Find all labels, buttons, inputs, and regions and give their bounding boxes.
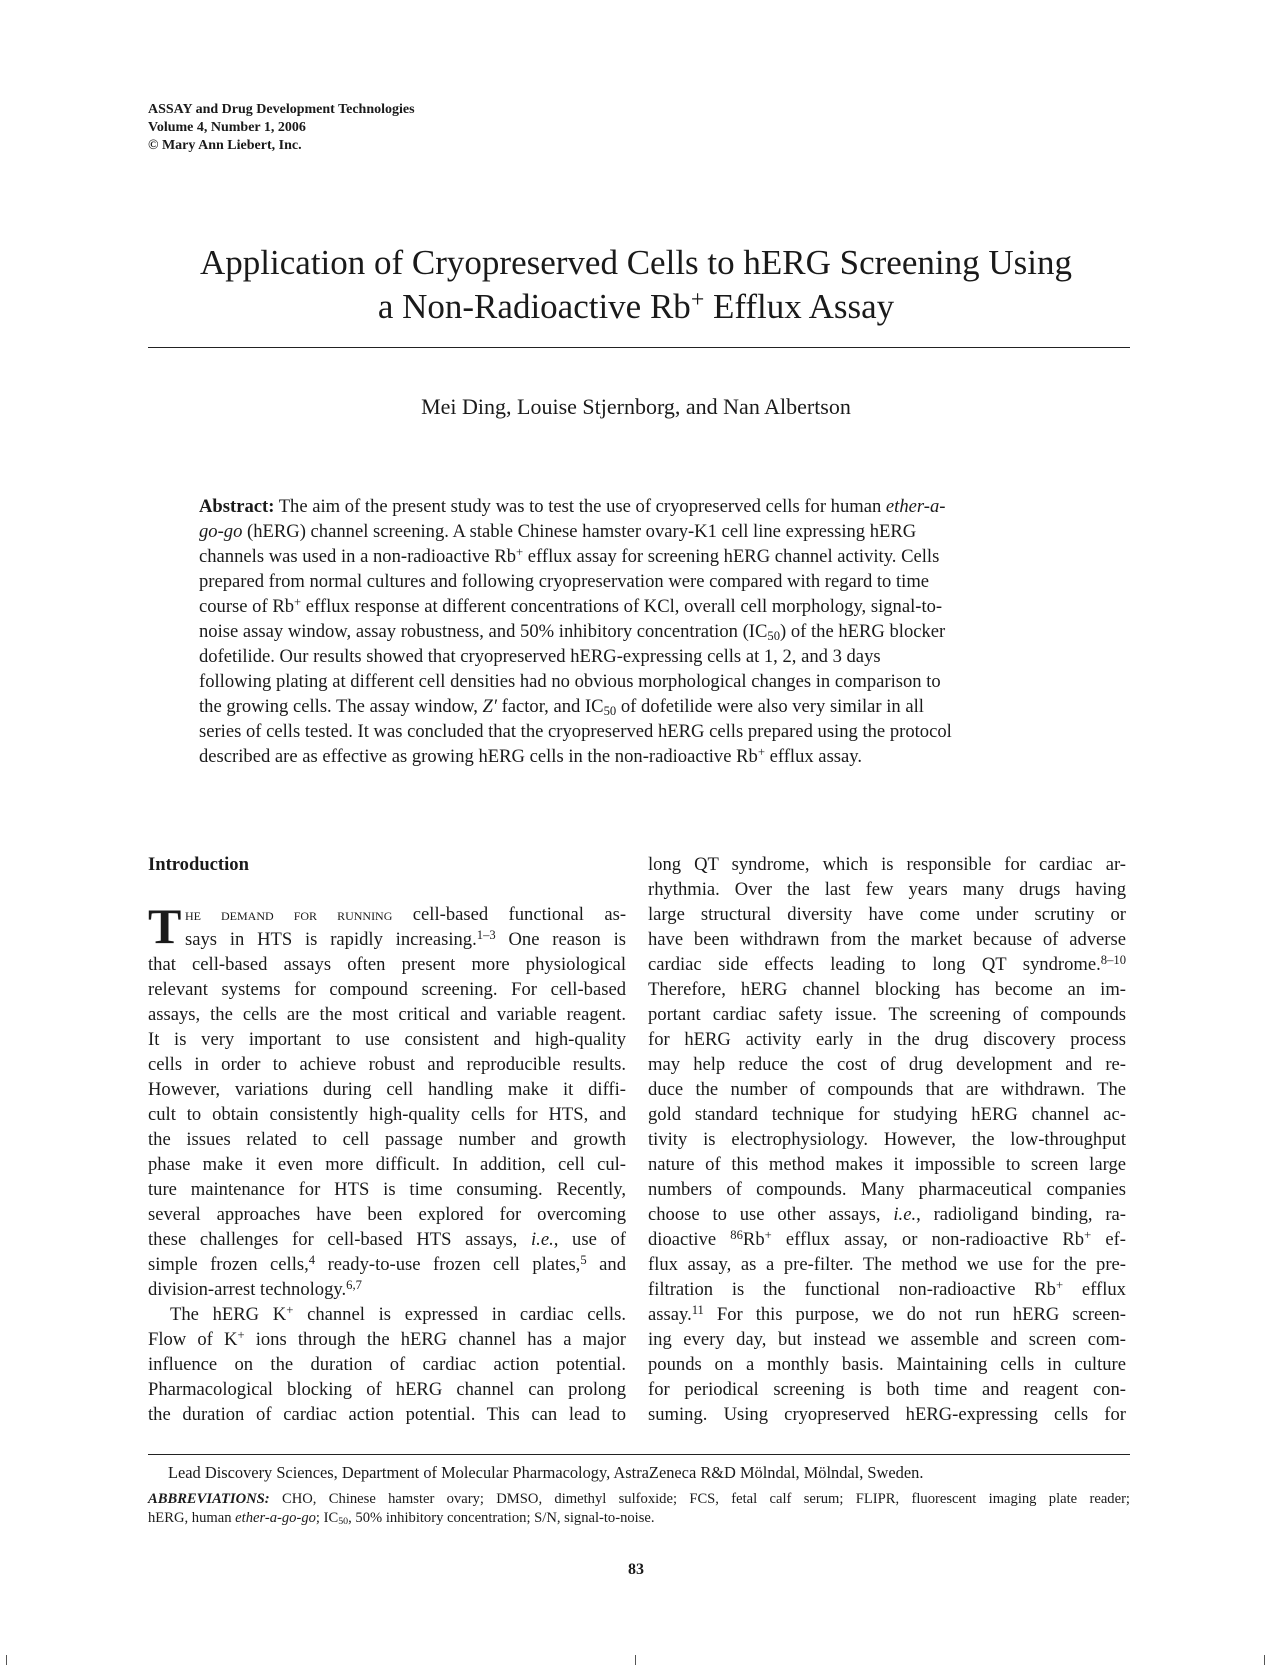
body-text: choose to use other assays, [648, 1204, 894, 1225]
subscript: 50 [767, 629, 781, 644]
abstract-line [199, 594, 1078, 619]
abbreviations-text: CHO, Chinese hamster ovary; DMSO, dimethyl sulfoxide; FCS, fetal calf serum; FLIPR, fluorescent imaging plate reader; [269, 1491, 1130, 1507]
abstract [199, 494, 1078, 769]
subscript: 50 [338, 1516, 349, 1528]
body-line: cells in order to achieve robust and reproducible results. [148, 1054, 626, 1075]
abstract-text: channels was used in a non-radioactive Rb [199, 546, 517, 567]
citation-superscript: 4 [308, 1253, 316, 1268]
body-line: It is very important to use consistent and high-quality [148, 1029, 626, 1050]
abstract-line [199, 519, 1078, 544]
body-text: dioactive [648, 1229, 731, 1250]
body-text: , radioligand binding, ra- [916, 1204, 1126, 1225]
body-line: that cell-based assays often present more physiological [148, 954, 626, 975]
body-text: Flow of K [148, 1329, 238, 1350]
abbreviations-italic: ether-a-go-go [235, 1510, 316, 1526]
abbreviations-note [148, 1490, 1130, 1528]
body-text: , use of [553, 1229, 626, 1250]
body-line: the duration of cardiac action potential. This can lead to [148, 1404, 626, 1425]
journal-copyright: © Mary Ann Liebert, Inc. [148, 138, 302, 153]
journal-header [148, 101, 748, 155]
body-line: tivity is electrophysiology. However, the low-throughput [648, 1129, 1126, 1150]
body-line: numbers of compounds. Many pharmaceutical companies [648, 1179, 1126, 1200]
body-text: efflux assay, or non-radioactive Rb [771, 1229, 1085, 1250]
abstract-line [199, 694, 1078, 719]
body-line: duce the number of compounds that are withdrawn. The [648, 1079, 1126, 1100]
body-line: the issues related to cell passage number and growth [148, 1129, 626, 1150]
superscript: + [286, 1303, 294, 1318]
body-column-left [148, 852, 626, 1427]
title-line-1: Application of Cryopreserved Cells to hERG Screening Using [200, 243, 1072, 282]
body-text: assay. [648, 1304, 692, 1325]
body-text: division-arrest technology. [148, 1279, 347, 1300]
superscript: + [764, 1228, 772, 1243]
body-line [648, 1227, 1126, 1252]
body-text: ready-to-use frozen cell plates, [315, 1254, 581, 1275]
body-line [148, 1327, 626, 1352]
body-line: flux assay, as a pre-filter. The method we use for the pre- [648, 1254, 1126, 1275]
body-line: assays, the cells are the most critical and variable reagent. [148, 1004, 626, 1025]
body-line [648, 1302, 1126, 1327]
body-line: several approaches have been explored for overcoming [148, 1204, 626, 1225]
abstract-text: efflux assay for screening hERG channel activity. Cells [523, 546, 940, 567]
body-text: One reason is [495, 929, 626, 950]
abstract-line: following plating at different cell densities had no obvious morphological changes in comparison to [199, 671, 941, 692]
abstract-line: prepared from normal cultures and following cryopreservation were compared with regard to time [199, 571, 930, 592]
intro-paragraph-1 [148, 898, 627, 1302]
superscript: + [294, 595, 302, 610]
body-line: for hERG activity early in the drug discovery process [648, 1029, 1126, 1050]
body-text: these challenges for cell-based HTS assays, [148, 1229, 532, 1250]
body-text: efflux [1063, 1279, 1126, 1300]
abstract-italic: go-go [199, 521, 243, 542]
body-text: Rb [742, 1229, 765, 1250]
body-line [148, 1277, 626, 1302]
superscript: + [516, 545, 524, 560]
abbreviations-label: ABBREVIATIONS: [148, 1491, 270, 1507]
body-line [148, 1252, 626, 1277]
italic-text: i.e. [893, 1204, 917, 1225]
abstract-label: Abstract: [199, 496, 275, 517]
body-text: cell-based functional as- [392, 904, 627, 925]
paper-title [140, 241, 1132, 329]
superscript: + [1084, 1228, 1092, 1243]
abstract-text: the growing cells. The assay window, [199, 696, 483, 717]
body-line: large structural diversity have come under scrutiny or [648, 904, 1126, 925]
page-number: 83 [628, 1561, 644, 1578]
body-line [148, 927, 626, 952]
abstract-italic: ether-a- [885, 496, 946, 517]
journal-volume: Volume 4, Number 1, 2006 [148, 120, 306, 135]
body-text: ions through the hERG channel has a major [244, 1329, 627, 1350]
body-line: phase make it even more difficult. In addition, cell cul- [148, 1154, 626, 1175]
body-text: For this purpose, we do not run hERG screen- [703, 1304, 1126, 1325]
abstract-text: factor, and IC [496, 696, 604, 717]
citation-superscript: 8–10 [1100, 953, 1126, 968]
body-line [648, 1277, 1126, 1302]
citation-superscript: 1–3 [476, 928, 496, 943]
body-line [648, 952, 1126, 977]
body-line: for periodical screening is both time and reagent con- [648, 1379, 1126, 1400]
body-line: long QT syndrome, which is responsible for cardiac ar- [648, 854, 1126, 875]
crop-mark [1264, 1655, 1265, 1665]
body-line: may help reduce the cost of drug development and re- [648, 1054, 1126, 1075]
body-text: The hERG K [170, 1304, 287, 1325]
body-line [148, 1302, 626, 1327]
title-rule [148, 347, 1130, 348]
drop-cap: T [148, 898, 182, 954]
abstract-line [199, 744, 1078, 769]
body-text: and [586, 1254, 626, 1275]
section-heading-introduction: Introduction [148, 854, 249, 875]
body-line: cult to obtain consistently high-quality cells for HTS, and [148, 1104, 626, 1125]
abstract-line [199, 494, 1078, 519]
crop-mark [635, 1655, 636, 1665]
abbreviations-line [148, 1509, 1130, 1528]
citation-superscript: 5 [580, 1253, 587, 1268]
abstract-line: dofetilide. Our results showed that cryopreserved hERG-expressing cells at 1, 2, and 3 days [199, 646, 881, 667]
abstract-text: described are as effective as growing hERG cells in the non-radioactive Rb [199, 746, 758, 767]
abstract-italic: Z′ [482, 696, 497, 717]
abstract-line [199, 544, 1078, 569]
body-line: portant cardiac safety issue. The screening of compounds [648, 1004, 1126, 1025]
body-line: ture maintenance for HTS is time consuming. Recently, [148, 1179, 626, 1200]
body-line: have been withdrawn from the market because of adverse [648, 929, 1126, 950]
abbreviations-text: hERG, human [148, 1510, 236, 1526]
body-line [148, 902, 626, 927]
abstract-line: series of cells tested. It was concluded that the cryopreserved hERG cells prepared using the protocol [199, 721, 952, 742]
intro-paragraph-2 [148, 1302, 626, 1427]
superscript: + [1055, 1278, 1064, 1293]
affiliation-note: Lead Discovery Sciences, Department of Molecular Pharmacology, AstraZeneca R&D Mölndal, Mölndal, Sweden. [168, 1463, 924, 1482]
body-line: influence on the duration of cardiac action potential. [148, 1354, 626, 1375]
abstract-text: course of Rb [199, 596, 295, 617]
body-text: channel is expressed in cardiac cells. [293, 1304, 626, 1325]
abbreviations-text: , 50% inhibitory concentration; S/N, signal-to-noise. [348, 1510, 655, 1526]
small-caps-text: he demand for running [185, 905, 393, 924]
italic-text: i.e. [531, 1229, 554, 1250]
abbreviations-text: ; IC [315, 1510, 339, 1526]
abstract-text: efflux assay. [764, 746, 863, 767]
subscript: 50 [603, 704, 617, 719]
title-line-2a: a Non-Radioactive Rb [377, 287, 691, 326]
body-line: relevant systems for compound screening. For cell-based [148, 979, 626, 1000]
abstract-text: of dofetilide were also very similar in all [616, 696, 924, 717]
body-line: gold standard technique for studying hERG channel ac- [648, 1104, 1126, 1125]
abstract-text: noise assay window, assay robustness, and 50% inhibitory concentration (IC [199, 621, 768, 642]
title-line-2b: Efflux Assay [704, 287, 895, 326]
body-line: rhythmia. Over the last few years many drugs having [648, 879, 1126, 900]
body-column-right [648, 852, 1126, 1427]
body-line: nature of this method makes it impossible to screen large [648, 1154, 1126, 1175]
body-text: filtration is the functional non-radioactive Rb [648, 1279, 1056, 1300]
abstract-text: ) of the hERG blocker [780, 621, 946, 642]
body-line: However, variations during cell handling make it diffi- [148, 1079, 626, 1100]
body-text: says in HTS is rapidly increasing. [185, 929, 477, 950]
body-line: ing every day, but instead we assemble and screen com- [648, 1329, 1126, 1350]
superscript: + [237, 1328, 245, 1343]
author-list: Mei Ding, Louise Stjernborg, and Nan Albertson [421, 394, 851, 419]
citation-superscript: 11 [691, 1303, 704, 1318]
abstract-text: The aim of the present study was to test the use of cryopreserved cells for human [274, 496, 886, 517]
superscript: 86 [730, 1228, 743, 1243]
superscript: + [757, 745, 765, 760]
body-text: ef- [1091, 1229, 1126, 1250]
body-line: pounds on a monthly basis. Maintaining cells in culture [648, 1354, 1126, 1375]
body-line [648, 1202, 1126, 1227]
title-superscript: + [690, 287, 705, 314]
body-text: simple frozen cells, [148, 1254, 309, 1275]
abstract-line [199, 619, 1078, 644]
body-line: Therefore, hERG channel blocking has become an im- [648, 979, 1126, 1000]
footnote-rule [148, 1454, 1130, 1455]
body-line [148, 1227, 626, 1252]
body-text: cardiac side effects leading to long QT syndrome. [648, 954, 1101, 975]
journal-name: ASSAY and Drug Development Technologies [148, 102, 415, 117]
abbreviations-line [148, 1490, 1130, 1509]
abstract-text: (hERG) channel screening. A stable Chinese hamster ovary-K1 cell line expressing hERG [242, 521, 917, 542]
citation-superscript: 6,7 [346, 1278, 362, 1293]
body-line: suming. Using cryopreserved hERG-expressing cells for [648, 1404, 1126, 1425]
abstract-text: efflux response at different concentrations of KCl, overall cell morphology, signal-to- [301, 596, 943, 617]
crop-mark [6, 1655, 7, 1665]
body-line: Pharmacological blocking of hERG channel can prolong [148, 1379, 626, 1400]
